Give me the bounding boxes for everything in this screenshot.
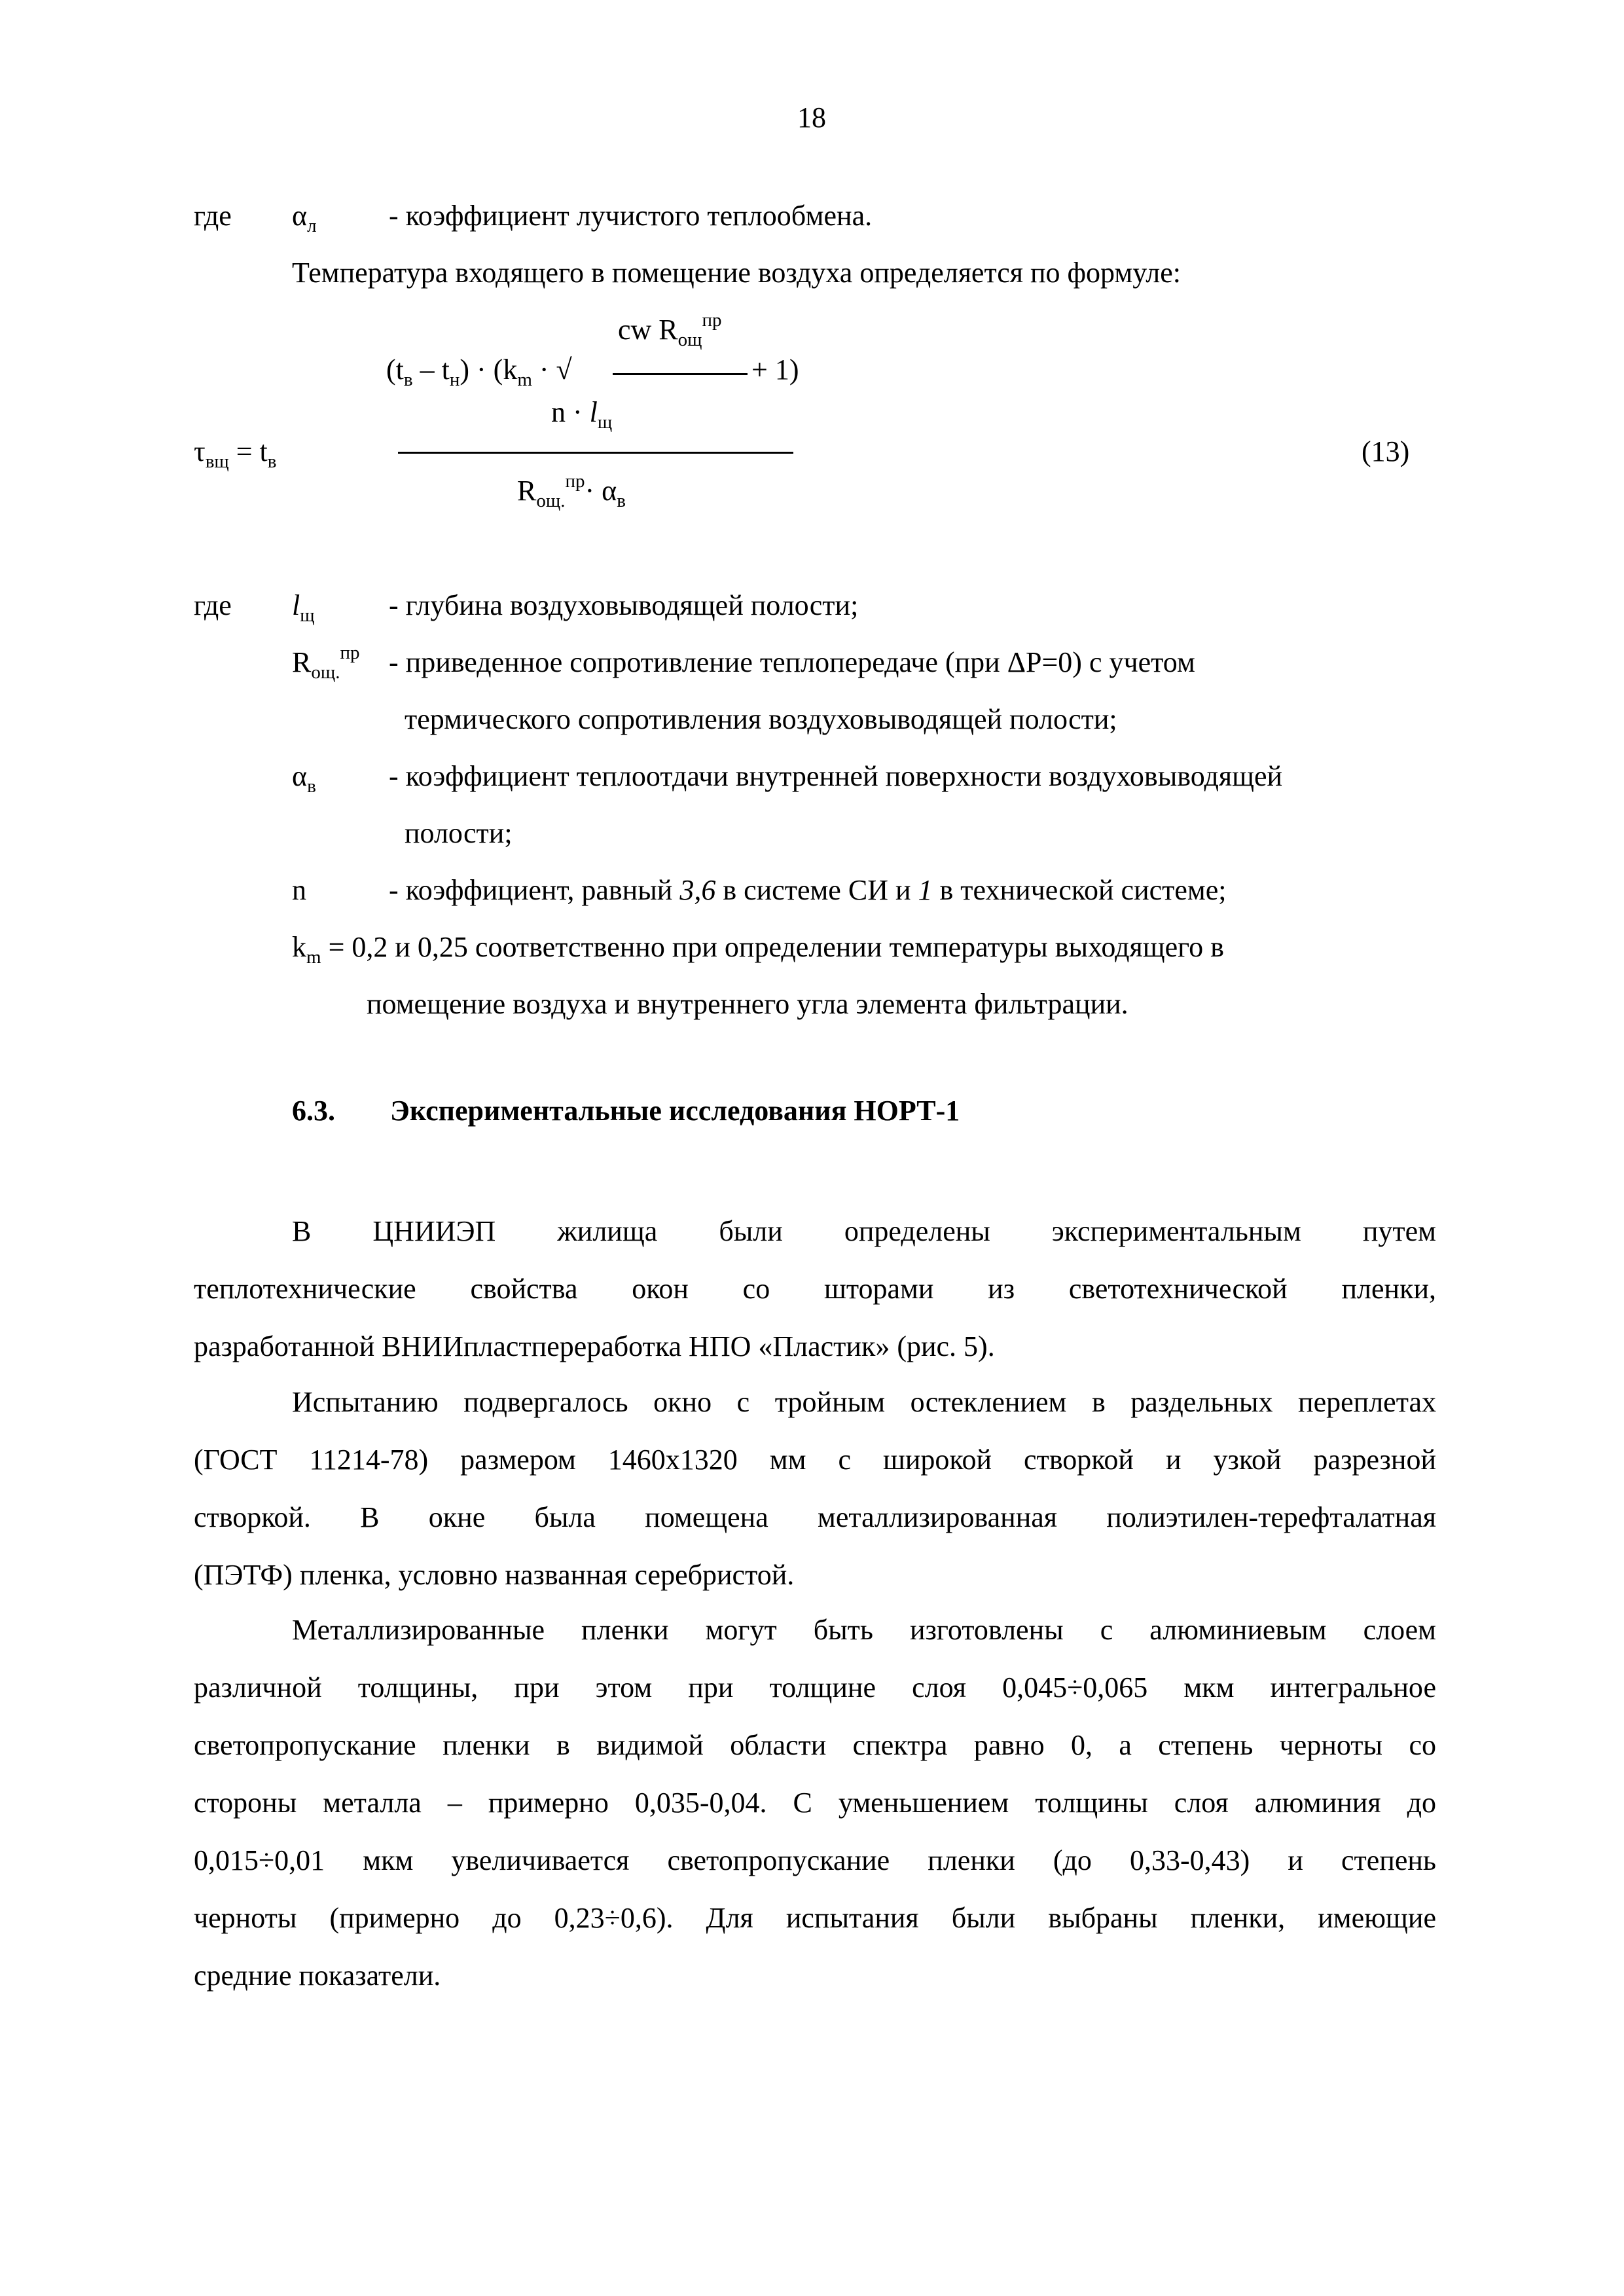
def-l-symbol: $l_щ$ xyxy=(292,589,315,626)
formula-inner-denominator: $n \cdot l_щ$ xyxy=(551,396,613,433)
def-R-symbol: $R_{ощ.}^{пр}$ xyxy=(292,642,360,683)
formula-row1-left: $(t_в - t_н) \cdot (k_m$ · √ xyxy=(386,354,572,390)
section-number: 6.3. xyxy=(292,1095,335,1127)
formula-intro: Температура входящего в помещение воздуха определяется по формуле: xyxy=(292,257,1182,289)
page-number-text: 18 xyxy=(797,101,826,134)
def-R-text-cont: термического сопротивления воздуховыводящей полости; xyxy=(405,703,1117,735)
formula-inner-fraction-bar xyxy=(613,373,748,375)
paragraph-1-line-1: В ЦНИИЭП жилища были определены экспериментальным путем xyxy=(292,1215,1436,1247)
definitions-lead: где xyxy=(194,589,232,621)
paragraph-1-line-3: разработанной ВНИИпластпереработка НПО «Пластик» (рис. 5). xyxy=(194,1330,995,1362)
formula-number: (13) xyxy=(1362,435,1410,467)
paragraph-3-line-3: светопропускание пленки в видимой области спектра равно 0, а степень черноты со xyxy=(194,1729,1436,1761)
formula-main-denominator: $R_{ощ.}^{пр}\cdot \alpha_в$ xyxy=(517,471,626,511)
formula-lhs: $\tau_{вщ} = t_в$ xyxy=(194,435,277,472)
paragraph-1 xyxy=(194,1203,1436,1376)
def-km-text-cont: помещение воздуха и внутреннего угла элемента фильтрации. xyxy=(367,988,1128,1020)
paragraph-2-line-1: Испытанию подвергалось окно с тройным остеклением в раздельных переплетах xyxy=(292,1386,1436,1418)
paragraph-2-line-2: (ГОСТ 11214-78) размером 1460х1320 мм с широкой створкой и узкой разрезной xyxy=(194,1444,1436,1476)
paragraph-2-line-3: створкой. В окне была помещена металлизированная полиэтилен-терефталатная xyxy=(194,1501,1436,1533)
paragraph-2 xyxy=(194,1374,1436,1604)
def-n-text: - коэффициент, равный 3,6 в системе СИ и 1 в технической системе; xyxy=(389,874,1227,906)
paragraph-3-line-2: различной толщины, при этом при толщине слоя 0,045÷0,065 мкм интегральное xyxy=(194,1671,1436,1704)
def-alpha-text: - коэффициент теплоотдачи внутренней поверхности воздуховыводящей xyxy=(389,760,1283,792)
paragraph-3-line-6: черноты (примерно до 0,23÷0,6). Для испытания были выбраны пленки, имеющие xyxy=(194,1902,1436,1934)
paragraph-3-line-4: стороны металла – примерно 0,035-0,04. С уменьшением толщины слоя алюминия до xyxy=(194,1787,1436,1819)
def-R-text: - приведенное сопротивление теплопередаче (при ΔP=0) с учетом xyxy=(389,646,1195,678)
def-km-line: $k_m = 0,2$ и 0,25 соответственно при определении температуры выходящего в xyxy=(292,931,1224,968)
paragraph-3-line-5: 0,015÷0,01 мкм увеличивается светопропускание пленки (до 0,33-0,43) и степень xyxy=(194,1844,1436,1876)
def-n-symbol: n xyxy=(292,874,306,906)
alpha-l-definition: - коэффициент лучистого теплообмена. xyxy=(389,200,873,232)
where-lead: где xyxy=(194,200,232,232)
formula-main-fraction-bar xyxy=(398,452,793,454)
paragraph-3 xyxy=(194,1601,1436,2005)
alpha-l-symbol: $\alpha_л$ xyxy=(292,200,317,236)
formula-inner-numerator: cw $R_{ощ}^{пр}$ xyxy=(618,310,722,350)
def-alpha-text-cont: полости; xyxy=(405,817,513,849)
paragraph-3-line-1: Металлизированные пленки могут быть изготовлены с алюминиевым слоем xyxy=(292,1614,1436,1646)
section-title: Экспериментальные исследования НОРТ-1 xyxy=(390,1095,960,1127)
paragraph-2-line-4: (ПЭТФ) пленка, условно названная серебристой. xyxy=(194,1559,795,1591)
def-alpha-symbol: $\alpha_в$ xyxy=(292,760,316,797)
def-l-text: - глубина воздуховыводящей полости; xyxy=(389,589,859,621)
formula-row1-end: + 1) xyxy=(751,354,799,386)
page-number xyxy=(797,98,826,137)
paragraph-3-line-7: средние показатели. xyxy=(194,1959,441,1992)
paragraph-1-line-2: теплотехнические свойства окон со шторами из светотехнической пленки, xyxy=(194,1273,1436,1305)
